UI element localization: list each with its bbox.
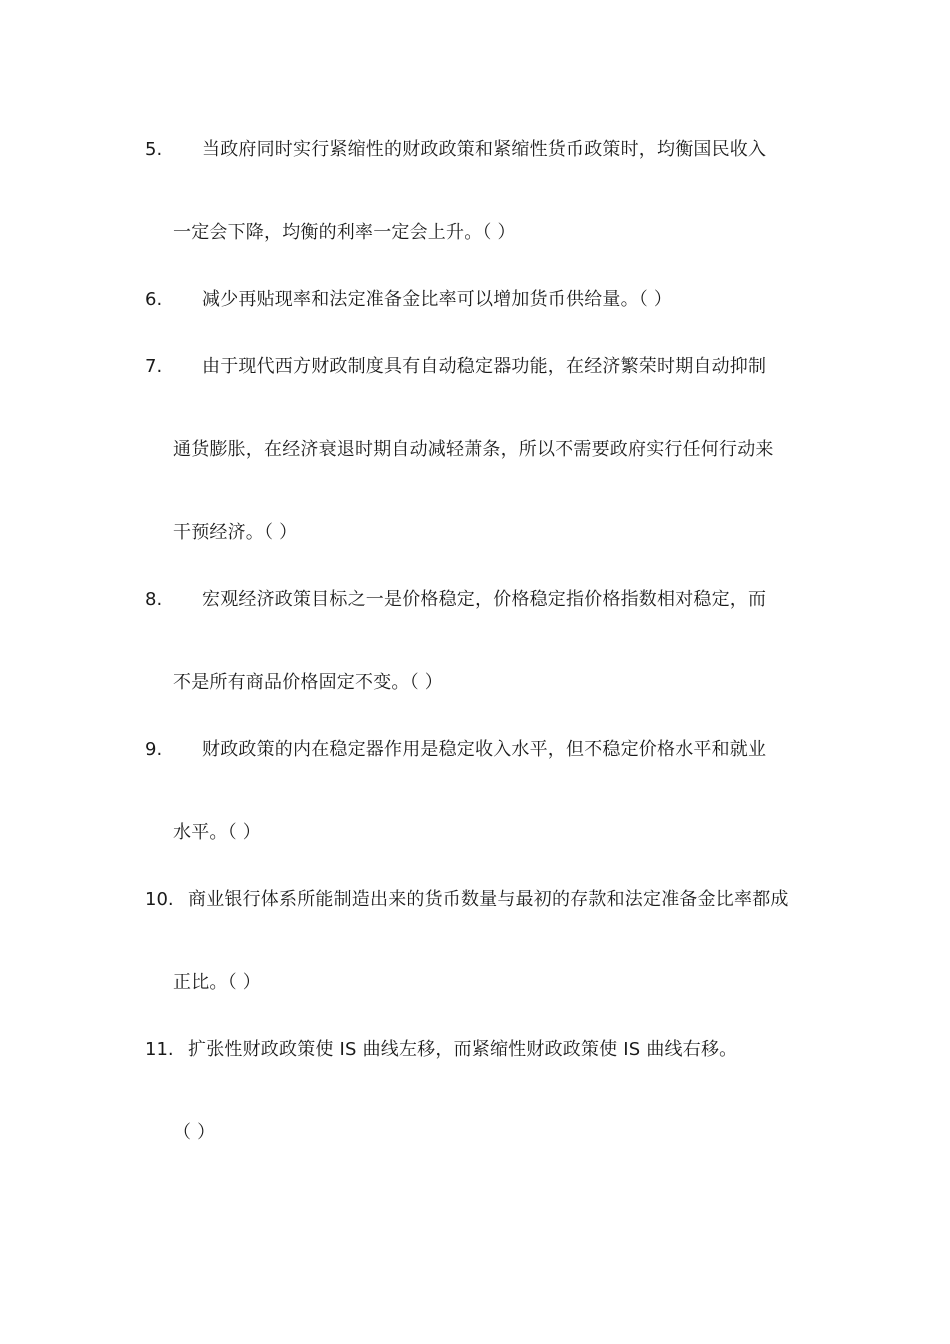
question-text-line: 水平。（ ） [173, 822, 261, 843]
question-number: 7. [145, 356, 163, 377]
question-text-line: 正比。（ ） [173, 972, 261, 993]
question-text-line: 减少再贴现率和法定准备金比率可以增加货币供给量。（ ） [202, 289, 673, 310]
question-text-line: 宏观经济政策目标之一是价格稳定，价格稳定指价格指数相对稳定，而 [202, 589, 767, 610]
question-number: 9. [145, 739, 163, 760]
question-text-line: 由于现代西方财政制度具有自动稳定器功能，在经济繁荣时期自动抑制 [202, 356, 767, 377]
question-text-line: 商业银行体系所能制造出来的货币数量与最初的存款和法定准备金比率都成 [188, 889, 789, 910]
question-text-line: 扩张性财政政策使 IS 曲线左移，而紧缩性财政政策使 IS 曲线右移。 [188, 1039, 738, 1060]
question-text-line: 不是所有商品价格固定不变。（ ） [173, 672, 443, 693]
question-number: 6. [145, 289, 163, 310]
question-text-line: 干预经济。（ ） [173, 522, 298, 543]
question-text-line: 通货膨胀，在经济衰退时期自动减轻萧条，所以不需要政府实行任何行动来 [173, 439, 774, 460]
question-number: 11. [145, 1039, 174, 1060]
question-number: 10. [145, 889, 174, 910]
question-number: 5. [145, 139, 163, 160]
question-text-line: （ ） [173, 1122, 216, 1143]
question-text-line: 财政政策的内在稳定器作用是稳定收入水平，但不稳定价格水平和就业 [202, 739, 767, 760]
question-text-line: 当政府同时实行紧缩性的财政政策和紧缩性货币政策时，均衡国民收入 [202, 139, 767, 160]
question-number: 8. [145, 589, 163, 610]
question-text-line: 一定会下降，均衡的利率一定会上升。（ ） [173, 222, 516, 243]
